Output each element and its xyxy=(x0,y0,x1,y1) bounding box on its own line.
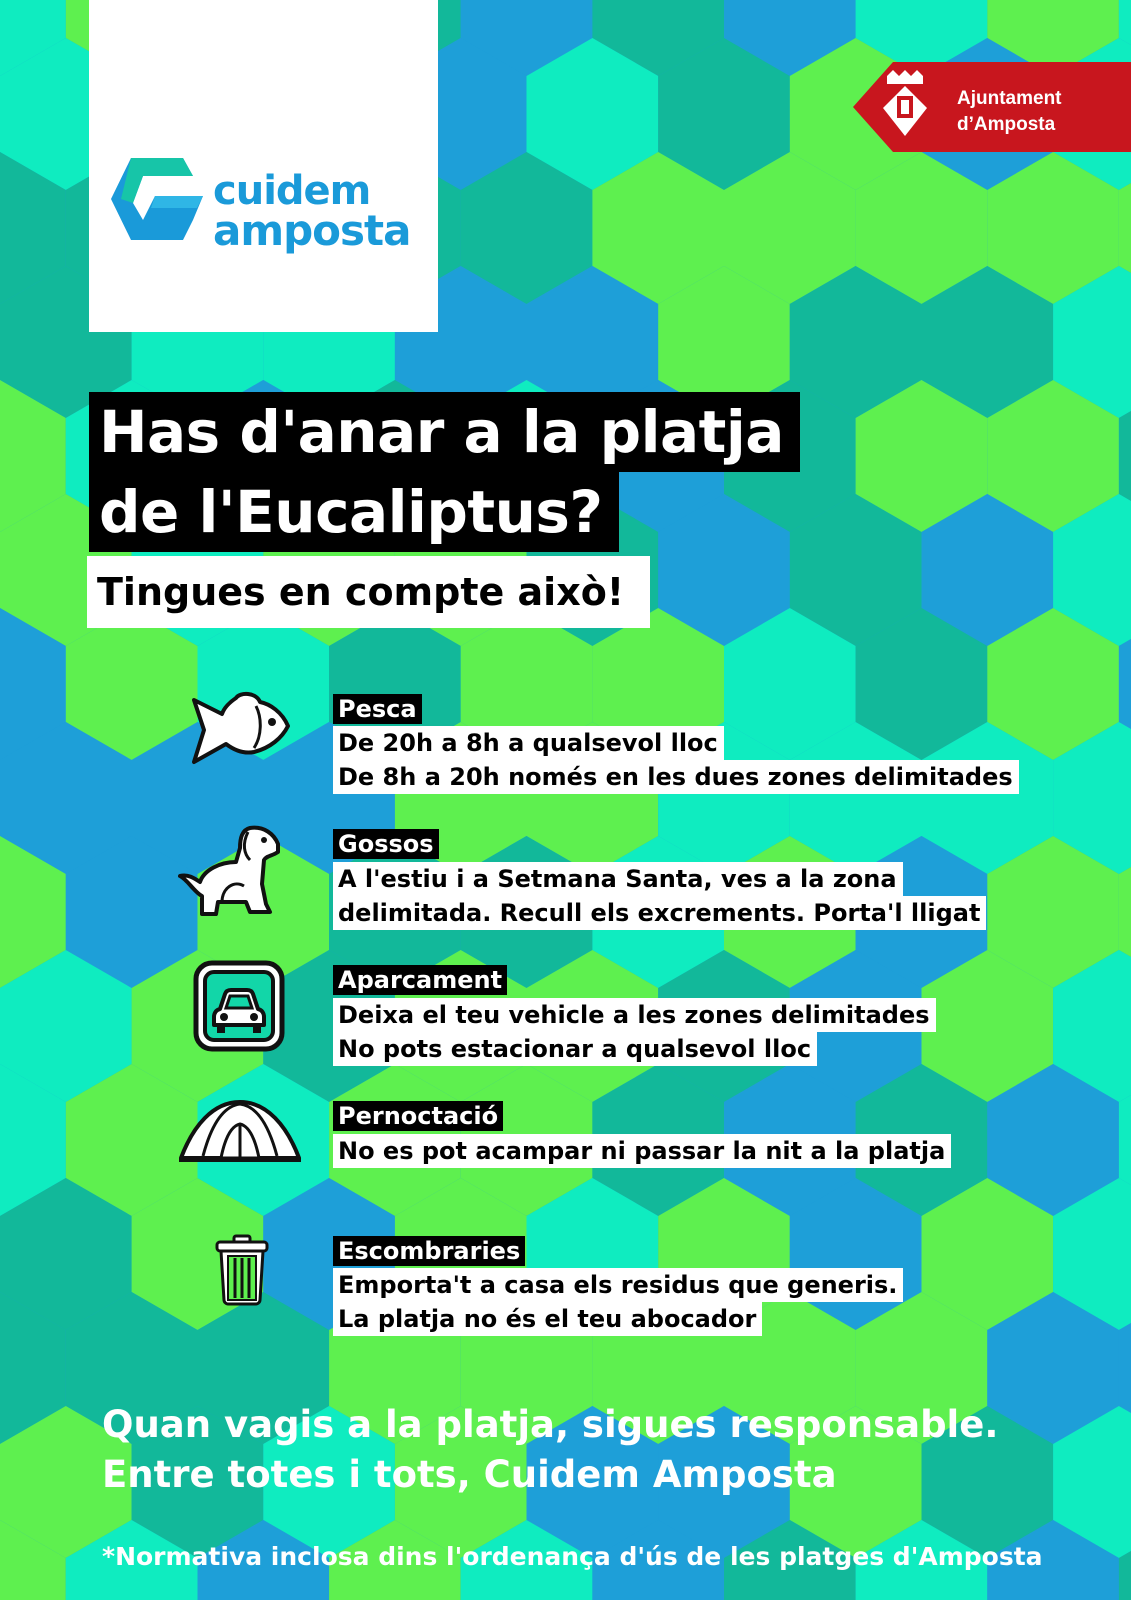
car-icon xyxy=(192,959,286,1053)
item-text-line: Emporta't a casa els residus que generis. xyxy=(333,1268,903,1302)
closing-line2: Entre totes i tots, Cuidem Amposta xyxy=(102,1453,837,1496)
headline-line1: Has d'anar a la platja xyxy=(89,392,800,472)
subheadline: Tingues en compte això! xyxy=(87,556,650,628)
item-text-line: A l'estiu i a Setmana Santa, ves a la zona xyxy=(333,862,903,896)
cuidem-amposta-logo xyxy=(89,0,438,332)
headline-line2: de l'Eucaliptus? xyxy=(89,472,619,552)
item-text-line: No pots estacionar a qualsevol lloc xyxy=(333,1032,817,1066)
closing-line1: Quan vagis a la platja, sigues responsable. xyxy=(102,1403,999,1446)
dog-icon xyxy=(178,822,288,922)
logo-text-line2: amposta xyxy=(213,206,411,255)
trash-bin-icon xyxy=(214,1234,270,1306)
council-name-line1: Ajuntament xyxy=(957,88,1062,109)
item-label-pernoctacio: Pernoctació xyxy=(333,1101,503,1131)
item-label-gossos: Gossos xyxy=(333,829,439,859)
logo-text-line1: cuidem xyxy=(213,168,371,214)
logo-mark-icon xyxy=(111,158,203,248)
item-text-line: La platja no és el teu abocador xyxy=(333,1302,762,1336)
item-text-line: De 8h a 20h només en les dues zones delimitades xyxy=(333,760,1019,794)
item-label-aparcament: Aparcament xyxy=(333,965,507,995)
item-text-line: Deixa el teu vehicle a les zones delimitades xyxy=(333,998,936,1032)
item-label-escombraries: Escombraries xyxy=(333,1236,525,1266)
footnote: *Normativa inclosa dins l'ordenança d'ús de les platges d'Amposta xyxy=(102,1542,1043,1571)
fish-icon xyxy=(178,690,298,770)
item-text-line: No es pot acampar ni passar la nit a la platja xyxy=(333,1134,951,1168)
item-label-pesca: Pesca xyxy=(333,694,422,724)
item-text-line: De 20h a 8h a qualsevol lloc xyxy=(333,726,724,760)
ajuntament-amposta-badge xyxy=(853,62,1131,152)
council-name-line2: d’Amposta xyxy=(957,114,1056,135)
item-text-line: delimitada. Recull els excrements. Porta'l lligat xyxy=(333,896,986,930)
tent-icon xyxy=(177,1096,303,1164)
